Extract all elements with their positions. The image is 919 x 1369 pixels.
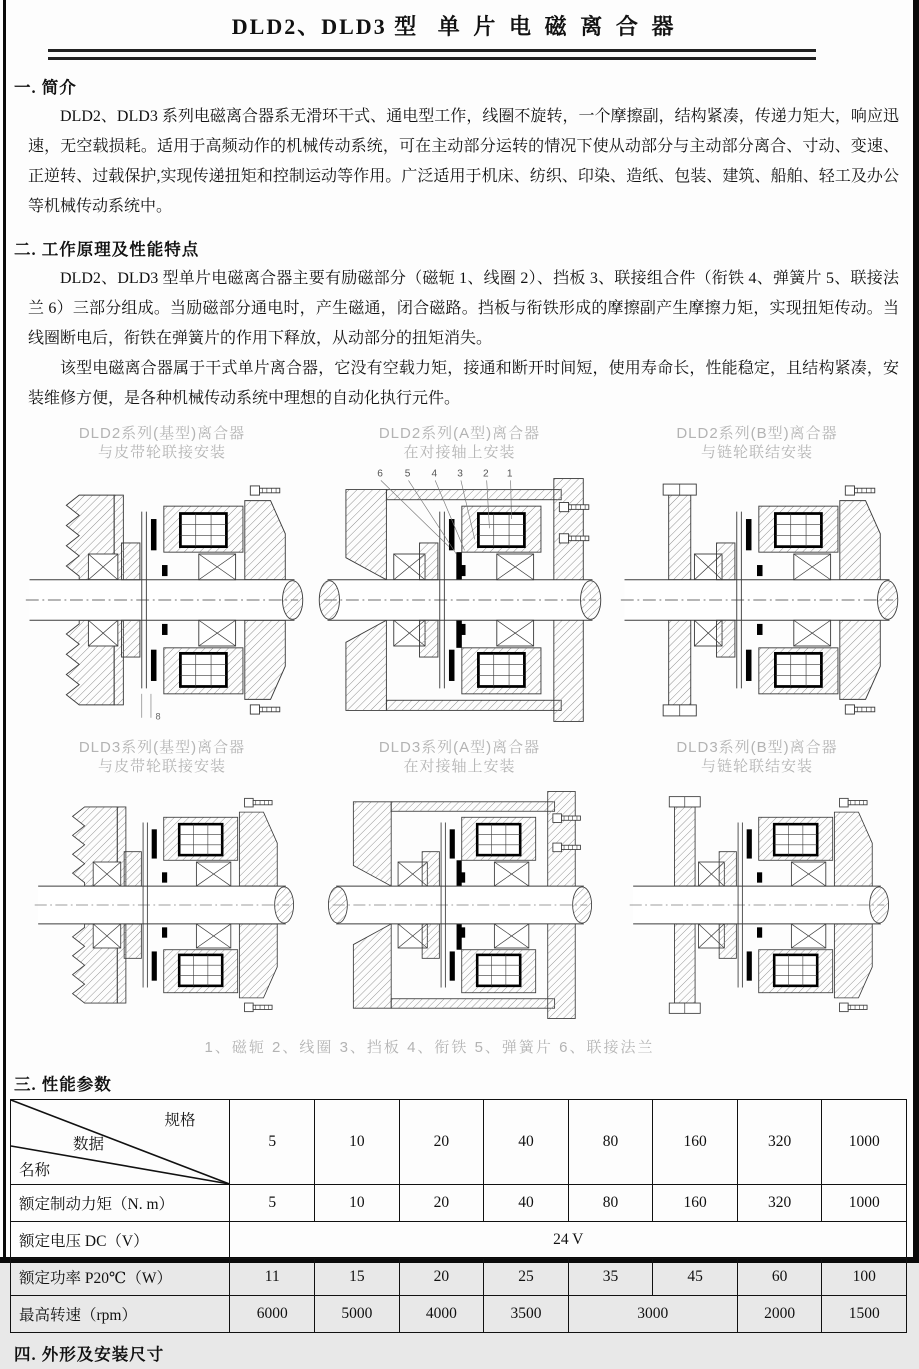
figure-caption-line1: DLD3系列(B型)离合器 — [676, 739, 838, 756]
figures-block — [10, 424, 909, 1057]
title-double-rule — [48, 49, 816, 60]
section-2-heading: 二. 工作原理及性能特点 — [14, 240, 200, 259]
value-cell: 20 — [399, 1259, 484, 1296]
value-cell: 5000 — [315, 1296, 400, 1333]
callout-number: 5 — [404, 468, 410, 480]
figure-caption-line2: 在对接轴上安装 — [403, 444, 516, 461]
value-cell: 60 — [737, 1259, 822, 1296]
value-cell: 80 — [568, 1185, 653, 1222]
clutch-figure — [611, 424, 903, 738]
figure-caption-line2: 与链轮联结安装 — [700, 758, 813, 775]
clutch-figure — [314, 424, 606, 738]
value-cell: 35 — [568, 1259, 653, 1296]
spec-column-header: 80 — [568, 1100, 653, 1185]
page-title — [10, 10, 909, 41]
value-cell: 100 — [822, 1259, 907, 1296]
figure-caption-line1: DLD2系列(B型)离合器 — [676, 425, 838, 442]
figure-row-dld3 — [10, 738, 909, 1034]
performance-parameters-table — [10, 1099, 907, 1333]
section-3-heading: 三. 性能参数 — [14, 1075, 112, 1094]
value-cell: 20 — [399, 1185, 484, 1222]
value-cell: 3000 — [568, 1296, 737, 1333]
clutch-cross-section-drawing — [612, 776, 902, 1034]
figure-caption-line2: 与皮带轮联接安装 — [97, 758, 226, 775]
table-corner-cell — [11, 1100, 230, 1185]
clutch-figure — [16, 424, 308, 738]
figure-caption-line1: DLD2系列(基型)离合器 — [78, 425, 246, 442]
figure-caption — [379, 424, 540, 462]
table-row — [11, 1185, 907, 1222]
row-label: 额定功率 P20℃（W） — [11, 1259, 230, 1296]
spec-column-header: 320 — [737, 1100, 822, 1185]
value-cell: 320 — [737, 1185, 822, 1222]
clutch-figure — [611, 738, 903, 1034]
row-label: 额定制动力矩（N. m） — [11, 1185, 230, 1222]
spec-column-header: 160 — [653, 1100, 738, 1185]
clutch-figure — [16, 738, 308, 1034]
clutch-figure — [314, 738, 606, 1034]
figure-caption-line2: 与皮带轮联接安装 — [97, 444, 226, 461]
callout-number: 2 — [482, 468, 489, 480]
page-title-name: 单片电磁离合器 — [437, 14, 688, 39]
value-cell: 6000 — [230, 1296, 315, 1333]
row-label: 最高转速（rpm） — [11, 1296, 230, 1333]
page-right-edge — [913, 0, 919, 1263]
value-cell: 3500 — [484, 1296, 569, 1333]
section-1-heading: 一. 简介 — [14, 78, 77, 97]
clutch-cross-section-drawing — [17, 462, 307, 738]
figure-caption-line1: DLD2系列(A型)离合器 — [378, 425, 541, 442]
value-cell: 10 — [315, 1185, 400, 1222]
clutch-cross-section-drawing — [17, 776, 307, 1034]
figure-caption — [79, 424, 245, 462]
section-4-heading: 四. 外形及安装尺寸 — [14, 1345, 165, 1364]
value-cell: 25 — [484, 1259, 569, 1296]
value-cell: 1500 — [822, 1296, 907, 1333]
table-header-row — [11, 1100, 907, 1185]
callout-number: 4 — [430, 468, 437, 480]
value-cell: 24 V — [230, 1222, 907, 1259]
figure-caption-line2: 与链轮联结安装 — [700, 444, 813, 461]
corner-label-name: 名称 — [19, 1162, 51, 1179]
value-cell: 40 — [484, 1185, 569, 1222]
figure-caption-line1: DLD3系列(基型)离合器 — [78, 739, 246, 756]
value-cell: 2000 — [737, 1296, 822, 1333]
corner-label-spec: 规格 — [164, 1112, 196, 1129]
value-cell: 5 — [230, 1185, 315, 1222]
figure-caption — [379, 738, 540, 776]
clutch-cross-section-drawing — [315, 776, 605, 1034]
spec-column-header: 40 — [484, 1100, 569, 1185]
clutch-cross-section-drawing — [315, 462, 605, 738]
spec-column-header: 10 — [315, 1100, 400, 1185]
table-row — [11, 1222, 907, 1259]
clutch-cross-section-drawing — [612, 462, 902, 738]
value-cell: 1000 — [822, 1185, 907, 1222]
value-cell: 45 — [653, 1259, 738, 1296]
figure-caption — [676, 738, 837, 776]
value-cell: 11 — [230, 1259, 315, 1296]
spec-column-header: 20 — [399, 1100, 484, 1185]
page-left-edge — [3, 0, 6, 1263]
figure-row-dld2 — [10, 424, 909, 738]
spec-column-header: 5 — [230, 1100, 315, 1185]
section-2-paragraph-2: 该型电磁离合器属于干式单片离合器，它没有空载力矩，接通和断开时间短，使用寿命长，性能稳定，且结构紧凑，安装维修方便，是各种机械传动系统中理想的自动化执行元件。 — [28, 360, 899, 407]
figure-caption-line2: 在对接轴上安装 — [403, 758, 516, 775]
callout-number: 3 — [456, 468, 463, 480]
callout-number: 1 — [506, 468, 513, 480]
value-cell: 4000 — [399, 1296, 484, 1333]
row-label: 额定电压 DC（V） — [11, 1222, 230, 1259]
figure-caption-line1: DLD3系列(A型)离合器 — [378, 739, 541, 756]
section-1-paragraph: DLD2、DLD3 系列电磁离合器系无滑环干式、通电型工作，线圈不旋转，一个摩擦副，结构紧凑，传递力矩大，响应迅速，无空载损耗。适用于高频动作的机械传动系统，可在主动部分运转的情况下使从动部分与主动部分离合、寸动、变速、正逆转、过载保护,实现传递扭矩和控制运动等作用。广泛适用于机床、纺织、印染、造纸、包装、建筑、船舶、轻工及办公等机械传动系统中。 — [28, 108, 899, 215]
table-row — [11, 1259, 907, 1296]
air-gap-dimension-label: 8 — [155, 711, 161, 722]
figure-parts-legend: 1、磁轭 2、线圈 3、挡板 4、衔铁 5、弹簧片 6、联接法兰 — [204, 1039, 655, 1056]
callout-number: 6 — [376, 468, 383, 480]
spec-column-header: 1000 — [822, 1100, 907, 1185]
table-row — [11, 1296, 907, 1333]
page-title-model: DLD2、DLD3 型 — [231, 14, 419, 39]
figure-caption — [676, 424, 837, 462]
value-cell: 15 — [315, 1259, 400, 1296]
section-2-paragraph-1: DLD2、DLD3 型单片电磁离合器主要有励磁部分（磁轭 1、线圈 2）、挡板 3、联接组合件（衔铁 4、弹簧片 5、联接法兰 6）三部分组成。当励磁部分通电时，产生磁通，闭合磁路。挡板与衔铁形成的摩擦副产生摩擦力矩，实现扭矩传动。当线圈断电后，衔铁在弹簧片的作用下释放，从动部分的扭矩消失。 — [28, 270, 899, 347]
value-cell: 160 — [653, 1185, 738, 1222]
corner-label-data: 数据 — [73, 1136, 105, 1153]
figure-caption — [79, 738, 245, 776]
